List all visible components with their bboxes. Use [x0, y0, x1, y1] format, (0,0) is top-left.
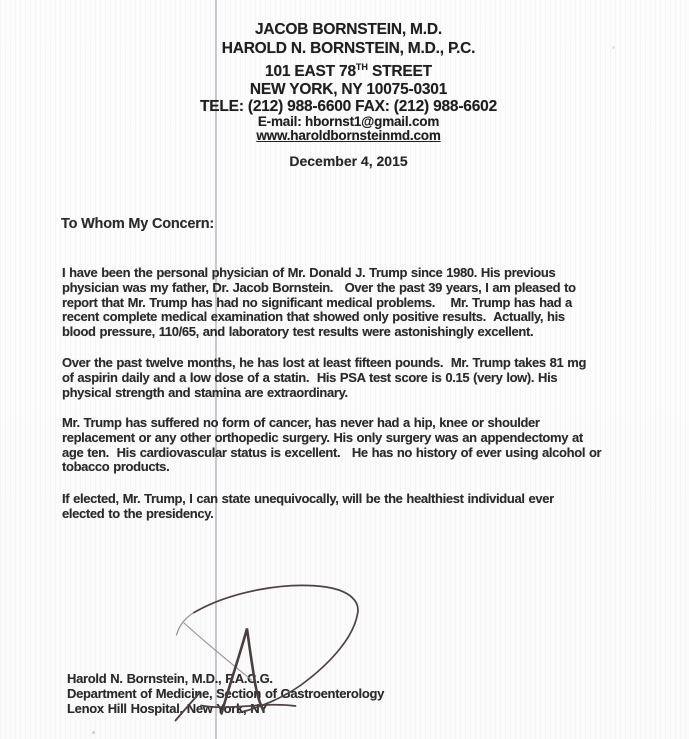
paragraph-3 [62, 416, 601, 475]
body-line: physician was my father, Dr. Jacob Bornstein. Over the past 39 years, I am pleased to [62, 279, 576, 295]
body-line: Mr. Trump has suffered no form of cancer, has never had a hip, knee or shoulder [62, 415, 540, 430]
letterhead-website: www.haroldbornsteinmd.com [256, 127, 441, 143]
paragraph-2 [62, 356, 586, 400]
scan-speck [612, 46, 615, 49]
salutation: To Whom My Concern: [61, 216, 215, 232]
body-line: physical strength and stamina are extraordinary. [62, 384, 348, 400]
paragraph-4 [62, 492, 554, 522]
body-line: elected to the presidency. [62, 505, 214, 521]
street-number: 101 EAST 78 [265, 63, 356, 80]
paragraph-1 [62, 266, 576, 340]
letterhead-phone-line: TELE: (212) 988-6600 FAX: (212) 988-6602 [200, 98, 497, 115]
letter-date: December 4, 2015 [289, 153, 408, 169]
letterhead-email: E-mail: hbornst1@gmail.com [257, 114, 440, 129]
body-line: tobacco products. [62, 459, 170, 475]
signature-stroke [177, 613, 195, 636]
body-line: age ten. His cardiovascular status is excellent. He has no history of ever using alcohol or [62, 444, 602, 460]
letterhead-street-address [8, 58, 689, 81]
scan-speck [92, 731, 95, 734]
signer-hospital: Lenox Hill Hospital, New York, NY [67, 701, 268, 717]
body-line: of aspirin daily and a low dose of a statin. His PSA test score is 0.15 (very low). His [62, 369, 558, 385]
body-line: report that Mr. Trump has had no significant medical problems. Mr. Trump has had a [62, 294, 572, 310]
letterhead-name-2: HAROLD N. BORNSTEIN, M.D., P.C. [221, 40, 476, 57]
body-line: blood pressure, 110/65, and laboratory test results were astonishingly excellent. [62, 324, 534, 339]
signer-department: Department of Medicine, Section of Gastroenterology [67, 686, 385, 702]
letterhead-name-1: JACOB BORNSTEIN, M.D. [255, 21, 442, 38]
letterhead [8, 20, 689, 143]
signature-block [67, 671, 384, 717]
body-line: replacement or any other orthopedic surgery. His only surgery was an appendectomy at [62, 429, 583, 445]
body-line: recent complete medical examination that showed only positive results. Actually, his [62, 309, 565, 325]
body-line: I have been the personal physician of Mr. Donald J. Trump since 1980. His previous [62, 265, 556, 280]
letterhead-city-line: NEW YORK, NY 10075-0301 [249, 81, 448, 98]
ordinal-suffix: TH [355, 62, 368, 72]
body-line: If elected, Mr. Trump, I can state unequivocally, will be the healthiest individual ever [62, 491, 554, 506]
street-word: STREET [367, 63, 432, 80]
body-line: Over the past twelve months, he has lost at least fifteen pounds. Mr. Trump takes 81 mg [62, 355, 587, 370]
signer-name: Harold N. Bornstein, M.D., F.A.C.G. [67, 671, 273, 686]
